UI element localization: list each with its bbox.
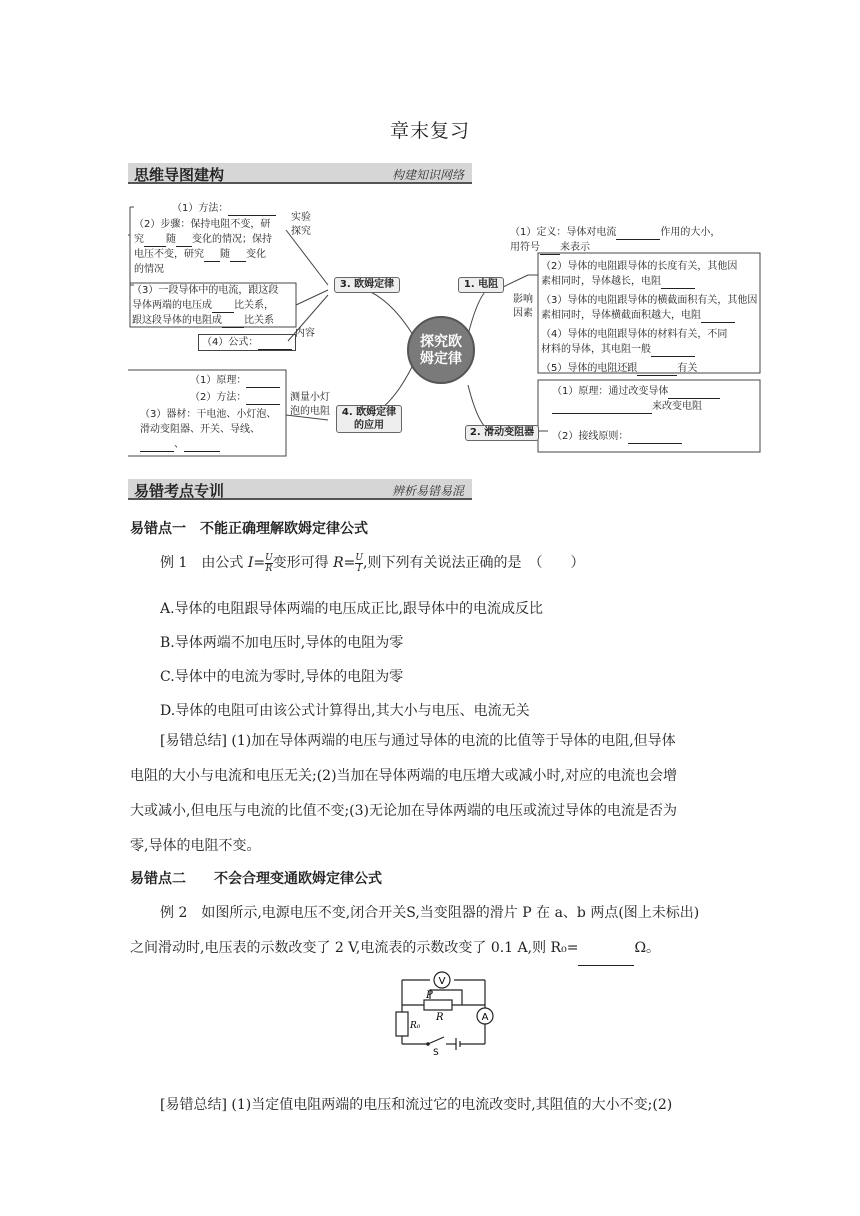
right-item-1 bbox=[510, 225, 770, 255]
right-item-1-c: 用符号 bbox=[510, 242, 540, 253]
left-item-2-g: 的情况 bbox=[134, 264, 164, 275]
section-heading-2: 易错点二 不会合理变通欧姆定律公式 bbox=[130, 871, 382, 887]
right-item-1-d: 来表示 bbox=[560, 242, 590, 253]
switch-label: S bbox=[433, 1048, 439, 1055]
slider-label: P bbox=[426, 990, 433, 1001]
frac-den: R bbox=[265, 563, 273, 574]
app-item-1-text: （1）原理： bbox=[190, 375, 247, 386]
blank bbox=[540, 244, 560, 255]
right-item-1-a: （1）定义：导体对电流 bbox=[510, 227, 617, 238]
example-1 bbox=[160, 552, 584, 574]
fraction-u-over-r bbox=[265, 553, 273, 574]
left-item-2-a: 究 bbox=[134, 234, 144, 245]
left-item-2-b: 随 bbox=[166, 234, 176, 245]
example-2 bbox=[130, 896, 730, 966]
left-item-1-text: （1）方法： bbox=[172, 203, 229, 214]
blank bbox=[637, 365, 677, 376]
option-b: B.导体两端不加电压时,导体的电阻为零 bbox=[160, 635, 404, 651]
left-item-3-a: 导体两端的电压成 bbox=[132, 300, 212, 311]
left-item-1 bbox=[172, 201, 276, 216]
right-item-4-l1: （4）导体的电阻跟导体的材料有关，不同 bbox=[541, 329, 728, 340]
rheostat-item-2-text: （2）接线原则： bbox=[552, 431, 629, 442]
exp-tag-2: 探究 bbox=[291, 226, 311, 237]
right-item-2-l2: 素相同时，导体越长，电阻 bbox=[541, 276, 661, 287]
fraction-u-over-i bbox=[355, 553, 363, 574]
frac-num: U bbox=[265, 552, 273, 563]
factor-tag-1: 影响 bbox=[513, 294, 533, 305]
node-application-line1: 4. 欧姆定律 bbox=[341, 407, 397, 418]
blank bbox=[228, 205, 276, 216]
ex1-lead: 例 1 由公式 bbox=[160, 555, 248, 571]
right-item-5-a: （5）导体的电阻还跟 bbox=[541, 363, 638, 374]
summary-2: [易错总结] (1)当定值电阻两端的电压和流过它的电流改变时,其阻值的大小不变;(2) bbox=[160, 1097, 673, 1113]
right-item-4-l2: 材料的导体，其电阻一般 bbox=[541, 344, 651, 355]
ex1-eq2: = bbox=[343, 555, 356, 571]
right-item-5-b: 有关 bbox=[677, 363, 698, 374]
voltmeter-label: V bbox=[438, 976, 446, 987]
left-item-2 bbox=[134, 217, 290, 277]
blank bbox=[212, 302, 234, 313]
node-ohm-law: 3. 欧姆定律 bbox=[334, 277, 400, 293]
right-item-3 bbox=[541, 293, 766, 323]
blank bbox=[701, 312, 735, 323]
ex1-I: I bbox=[247, 555, 254, 571]
summary-1-line-2: 电阻的大小与电流和电压无关;(2)当加在导体两端的电压增大或减小时,对应的电流也会增 bbox=[130, 768, 677, 784]
right-item-2 bbox=[541, 259, 766, 289]
blank bbox=[628, 433, 682, 444]
left-item-2-e: 随 bbox=[220, 249, 230, 260]
summary-1-line-1: [易错总结] (1)加在导体两端的电压与通过导体的电流的比值等于导体的电阻,但导体 bbox=[160, 733, 676, 749]
content-tag: 内容 bbox=[295, 328, 315, 339]
rheostat-item-1-a: （1）原理：通过改变导体 bbox=[552, 386, 669, 397]
measure-tag-1: 测量小灯 bbox=[290, 392, 330, 403]
example-2-line-1: 例 2 如图所示,电源电压不变,闭合开关S,当变阻器的滑片 P 在 a、b 两点(图上未标出) bbox=[160, 905, 700, 921]
factor-tag-2: 因素 bbox=[513, 308, 533, 319]
blank bbox=[616, 229, 660, 240]
blank bbox=[651, 346, 695, 357]
rheostat-label: R bbox=[436, 1012, 444, 1023]
left-item-4-text: （4）公式： bbox=[202, 337, 259, 348]
example-2-line-2: 之间滑动时,电压表的示数改变了 2 V,电流表的示数改变了 0.1 A,则 R₀= bbox=[130, 940, 579, 956]
right-item-4 bbox=[541, 327, 766, 357]
left-item-2-c: 变化的情况；保持 bbox=[192, 234, 272, 245]
blank bbox=[140, 441, 174, 452]
ammeter-label: A bbox=[481, 1012, 489, 1023]
blank bbox=[661, 278, 695, 289]
blank bbox=[176, 236, 192, 247]
mindmap-center bbox=[408, 334, 474, 368]
summary-1-line-3: 大或减小,但电压与电流的比值不变;(3)无论加在导体两端的电压或流过导体的电流是否为 bbox=[130, 803, 677, 819]
measure-tag bbox=[290, 391, 330, 419]
blank bbox=[246, 377, 280, 388]
errors-banner bbox=[128, 479, 472, 500]
summary-1 bbox=[130, 724, 730, 864]
ex1-R2: R bbox=[333, 555, 344, 571]
exp-tag bbox=[291, 211, 311, 239]
right-item-3-l2: 素相同时，导体横截面积越大，电阻 bbox=[541, 310, 701, 321]
mindmap-banner bbox=[128, 163, 472, 184]
ex1-eq1: = bbox=[253, 555, 266, 571]
frac-den: I bbox=[357, 563, 361, 574]
node-resistance: 1. 电阻 bbox=[458, 277, 504, 293]
app-item-2 bbox=[190, 390, 280, 405]
option-d: D.导体的电阻可由该公式计算得出,其大小与电压、电流无关 bbox=[160, 703, 530, 719]
banner-right: 辨析易错易混 bbox=[391, 484, 464, 498]
left-item-3-d: 比关系 bbox=[244, 315, 274, 326]
blank bbox=[258, 339, 292, 350]
section-heading-1: 易错点一 不能正确理解欧姆定律公式 bbox=[130, 521, 368, 537]
summary-1-line-4: 零,导体的电阻不变。 bbox=[130, 838, 261, 854]
frac-num: U bbox=[355, 552, 363, 563]
node-rheostat: 2. 滑动变阻器 bbox=[465, 425, 539, 441]
factor-tag bbox=[513, 293, 533, 321]
app-item-3-l2: 滑动变阻器、开关、导线、 bbox=[140, 424, 260, 435]
app-item-2-text: （2）方法： bbox=[190, 392, 247, 403]
center-line-2: 姆定律 bbox=[420, 351, 462, 367]
banner-left: 易错考点专训 bbox=[134, 482, 225, 500]
right-item-3-l1: （3）导体的电阻跟导体的横截面积有关，其他因 bbox=[541, 295, 758, 306]
exp-tag-1: 实验 bbox=[291, 212, 311, 223]
blank bbox=[246, 394, 280, 405]
blank bbox=[184, 441, 220, 452]
app-item-3-sep: 、 bbox=[174, 439, 184, 450]
blank bbox=[222, 317, 244, 328]
ex1-mid: 变形可得 bbox=[272, 555, 334, 571]
answer-blank bbox=[578, 951, 634, 966]
left-item-3-b: 比关系， bbox=[234, 300, 274, 311]
left-item-2-f: 变化 bbox=[246, 249, 266, 260]
app-item-1 bbox=[190, 373, 280, 388]
r0-label: R₀ bbox=[410, 1021, 421, 1031]
rheostat-item-2 bbox=[552, 429, 682, 444]
banner-right: 构建知识网络 bbox=[391, 168, 464, 182]
right-item-5 bbox=[541, 361, 697, 376]
app-item-3 bbox=[140, 407, 290, 452]
left-item-2-d: 电压不变，研究 bbox=[134, 249, 204, 260]
blank bbox=[144, 236, 166, 247]
blank bbox=[230, 251, 246, 262]
blank bbox=[552, 403, 652, 414]
left-item-3-l1: （3）一段导体中的电流，跟这段 bbox=[132, 285, 279, 296]
blank bbox=[668, 388, 720, 399]
left-item-4 bbox=[198, 334, 296, 351]
blank bbox=[204, 251, 220, 262]
left-item-3-c: 跟这段导体的电阻成 bbox=[132, 315, 222, 326]
node-application-line2: 的应用 bbox=[354, 420, 384, 431]
banner-left: 思维导图建构 bbox=[134, 166, 225, 184]
measure-tag-2: 泡的电阻 bbox=[290, 406, 330, 417]
node-application bbox=[336, 405, 402, 433]
example-2-unit: Ω。 bbox=[634, 940, 661, 956]
rheostat-item-1-b: 来改变电阻 bbox=[652, 401, 702, 412]
right-item-1-b: 作用的大小， bbox=[660, 227, 721, 238]
ex1-tail: ,则下列有关说法正确的是 （ ） bbox=[363, 555, 585, 571]
left-item-3 bbox=[132, 283, 296, 328]
left-item-2-l1: （2）步骤：保持电阻不变，研 bbox=[134, 219, 271, 230]
circuit-diagram bbox=[390, 960, 500, 1055]
page-title: 章末复习 bbox=[389, 120, 470, 142]
right-item-2-l1: （2）导体的电阻跟导体的长度有关，其他因 bbox=[541, 261, 738, 272]
rheostat-item-1 bbox=[552, 384, 762, 414]
option-a: A.导体的电阻跟导体两端的电压成正比,跟导体中的电流成反比 bbox=[160, 601, 544, 617]
option-c: C.导体中的电流为零时,导体的电阻为零 bbox=[160, 669, 404, 685]
center-line-1: 探究欧 bbox=[420, 334, 462, 350]
app-item-3-l1: （3）器材：干电池、小灯泡、 bbox=[140, 409, 277, 420]
